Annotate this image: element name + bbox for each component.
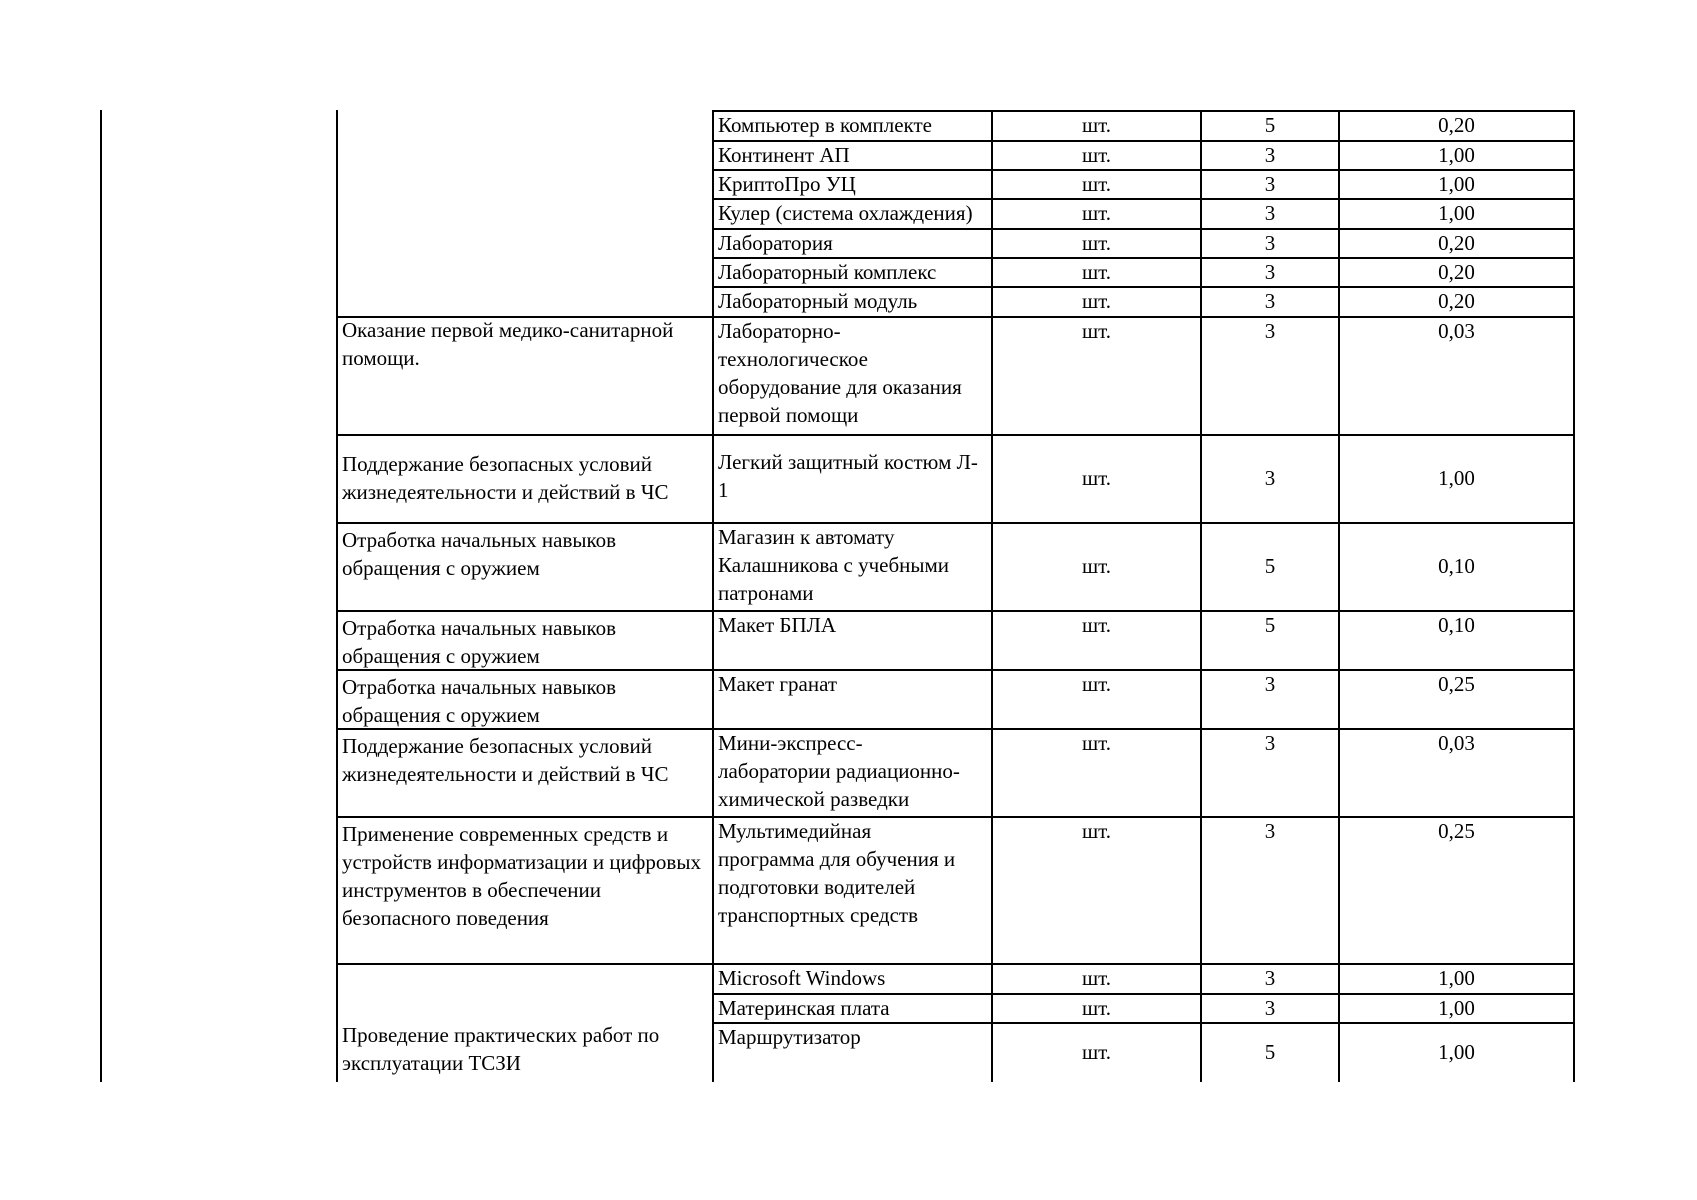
- qty-value: 3: [1264, 996, 1276, 1020]
- coef-value: 0,20: [1438, 289, 1475, 313]
- qty-value: 3: [1264, 731, 1276, 755]
- coef-value: 0,25: [1438, 672, 1475, 696]
- coef-value: 0,20: [1438, 113, 1475, 137]
- group-border: [336, 816, 712, 818]
- item-name: Мультимедийная программа для обучения и подготовки водителей транспортных средств: [718, 819, 956, 927]
- item-name: Microsoft Windows: [718, 966, 886, 990]
- border-right: [1573, 110, 1575, 1082]
- item-name: Мини-экспресс- лаборатории радиационно- химической разведки: [718, 731, 960, 811]
- group-label: Проведение практических работ по эксплуатации ТСЗИ: [342, 1023, 660, 1075]
- unit-value: шт.: [1081, 731, 1112, 755]
- item-name: Континент АП: [718, 143, 850, 167]
- unit-value: шт.: [1081, 201, 1112, 225]
- item-name: Макет гранат: [718, 672, 838, 696]
- item-name: Лабораторный комплекс: [718, 260, 937, 284]
- group-label: Применение современных средств и устройств информатизации и цифровых инструментов в обеспечении безопасного поведения: [342, 822, 701, 930]
- qty-value: 3: [1264, 143, 1276, 167]
- group-border: [336, 610, 712, 612]
- qty-value: 3: [1264, 289, 1276, 313]
- unit-value: шт.: [1081, 672, 1112, 696]
- item-name: Кулер (система охлаждения): [718, 201, 973, 225]
- coef-value: 1,00: [1438, 1040, 1475, 1064]
- unit-value: шт.: [1081, 996, 1112, 1020]
- coef-value: 0,20: [1438, 260, 1475, 284]
- unit-value: шт.: [1081, 819, 1112, 843]
- coef-value: 1,00: [1438, 143, 1475, 167]
- unit-value: шт.: [1081, 113, 1112, 137]
- group-label: Отработка начальных навыков обращения с оружием: [342, 616, 617, 668]
- item-name: Материнская плата: [718, 996, 890, 1020]
- unit-value: шт.: [1081, 231, 1112, 255]
- qty-value: 5: [1264, 613, 1276, 637]
- group-border: [336, 963, 712, 965]
- qty-value: 3: [1264, 319, 1276, 343]
- group-label: Поддержание безопасных условий жизнедеятельности и действий в ЧС: [342, 452, 669, 504]
- group-label: Оказание первой медико-санитарной помощи.: [342, 318, 674, 370]
- item-name: Компьютер в комплекте: [718, 113, 932, 137]
- group-border: [336, 728, 712, 730]
- qty-value: 5: [1264, 1040, 1276, 1064]
- border-outer-left: [100, 110, 102, 1082]
- coef-value: 1,00: [1438, 996, 1475, 1020]
- unit-value: шт.: [1081, 613, 1112, 637]
- group-border: [336, 669, 712, 671]
- item-name: КриптоПро УЦ: [718, 172, 856, 196]
- item-name: Лабораторный модуль: [718, 289, 918, 313]
- group-border: [336, 522, 712, 524]
- coef-value: 0,10: [1438, 554, 1475, 578]
- unit-value: шт.: [1081, 143, 1112, 167]
- unit-value: шт.: [1081, 966, 1112, 990]
- coef-value: 1,00: [1438, 466, 1475, 490]
- qty-value: 3: [1264, 231, 1276, 255]
- unit-value: шт.: [1081, 466, 1112, 490]
- item-name: Макет БПЛА: [718, 613, 837, 637]
- coef-value: 0,03: [1438, 319, 1475, 343]
- unit-value: шт.: [1081, 260, 1112, 284]
- coef-value: 0,03: [1438, 731, 1475, 755]
- unit-value: шт.: [1081, 1040, 1112, 1064]
- group-label: Поддержание безопасных условий жизнедеятельности и действий в ЧС: [342, 734, 669, 786]
- item-name: Лабораторно- технологическое оборудование для оказания первой помощи: [718, 319, 962, 427]
- qty-value: 5: [1264, 113, 1276, 137]
- item-name: Лаборатория: [718, 231, 833, 255]
- qty-value: 3: [1264, 966, 1276, 990]
- qty-value: 5: [1264, 554, 1276, 578]
- unit-value: шт.: [1081, 289, 1112, 313]
- unit-value: шт.: [1081, 319, 1112, 343]
- coef-value: 1,00: [1438, 966, 1475, 990]
- group-label: Отработка начальных навыков обращения с оружием: [342, 675, 617, 727]
- coef-value: 0,10: [1438, 613, 1475, 637]
- item-name: Магазин к автомату Калашникова с учебными патронами: [718, 525, 950, 605]
- qty-value: 3: [1264, 172, 1276, 196]
- qty-value: 3: [1264, 672, 1276, 696]
- group-label: Отработка начальных навыков обращения с оружием: [342, 528, 617, 580]
- unit-value: шт.: [1081, 554, 1112, 578]
- coef-value: 1,00: [1438, 201, 1475, 225]
- item-name: Маршрутизатор: [718, 1025, 861, 1049]
- qty-value: 3: [1264, 260, 1276, 284]
- unit-value: шт.: [1081, 172, 1112, 196]
- qty-value: 3: [1264, 201, 1276, 225]
- qty-value: 3: [1264, 466, 1276, 490]
- qty-value: 3: [1264, 819, 1276, 843]
- coef-value: 1,00: [1438, 172, 1475, 196]
- group-border: [336, 434, 712, 436]
- item-name: Легкий защитный костюм Л- 1: [718, 450, 978, 502]
- coef-value: 0,20: [1438, 231, 1475, 255]
- coef-value: 0,25: [1438, 819, 1475, 843]
- group-label: [338, 114, 708, 316]
